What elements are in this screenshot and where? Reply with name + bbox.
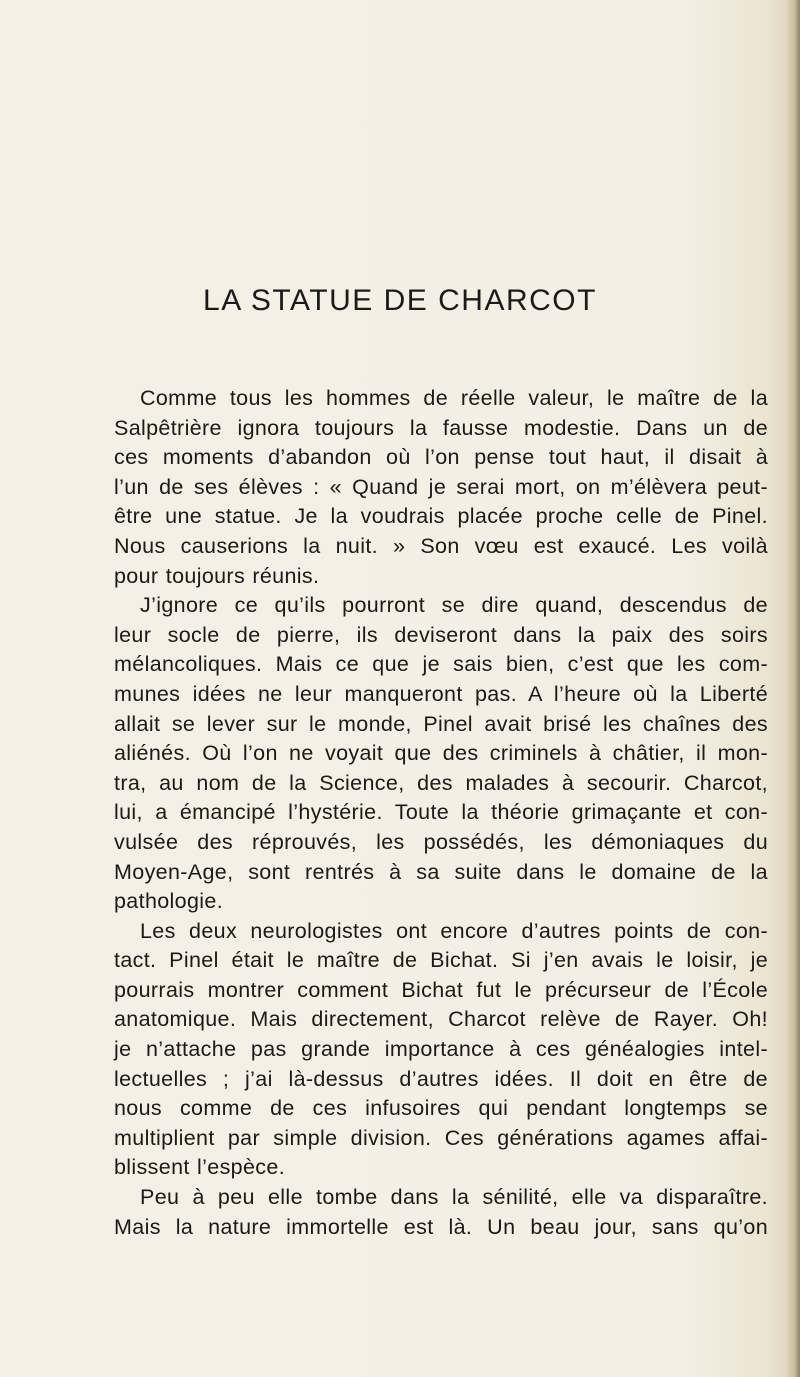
text-line: ces moments d’abandon où l’on pense tout haut, il disait à bbox=[114, 445, 768, 470]
text-line: Les deux neurologistes ont encore d’autres points de con- bbox=[140, 918, 768, 943]
text-line: Comme tous les hommes de réelle valeur, le maître de la bbox=[140, 386, 768, 410]
text-line: multiplient par simple division. Ces générations agames affai- bbox=[114, 1125, 768, 1150]
text-line: lui, a émancipé l’hystérie. Toute la théorie grimaçante et con- bbox=[114, 800, 768, 825]
page-edge bbox=[786, 0, 800, 1377]
text-line: blissent l’espèce. bbox=[114, 1155, 286, 1180]
page-title: LA STATUE DE CHARCOT bbox=[203, 284, 597, 317]
text-line: l’un de ses élèves : « Quand je serai mort, on m’élèvera peut- bbox=[114, 474, 768, 499]
text-line: allait se lever sur le monde, Pinel avait brisé les chaînes des bbox=[114, 711, 768, 736]
text-line: pourrais montrer comment Bichat fut le précurseur de l’École bbox=[114, 977, 768, 1002]
text-line: vulsée des réprouvés, les possédés, les démoniaques du bbox=[114, 829, 768, 854]
body-text bbox=[114, 384, 768, 1242]
text-line: J’ignore ce qu’ils pourront se dire quand, descendus de bbox=[140, 593, 768, 618]
text-line: anatomique. Mais directement, Charcot relève de Rayer. Oh! bbox=[114, 1007, 768, 1032]
text-line: Salpêtrière ignora toujours la fausse modestie. Dans un de bbox=[114, 415, 768, 440]
text-line: pour toujours réunis. bbox=[114, 563, 320, 588]
text-line: lectuelles ; j’ai là-dessus d’autres idées. Il doit en être de bbox=[114, 1066, 768, 1091]
text-line: tra, au nom de la Science, des malades à secourir. Charcot, bbox=[114, 770, 768, 795]
text-line: mélancoliques. Mais ce que je sais bien, c’est que les com- bbox=[114, 652, 768, 677]
text-line: nous comme de ces infusoires qui pendant longtemps se bbox=[114, 1096, 768, 1121]
text-line: être une statue. Je la voudrais placée proche celle de Pinel. bbox=[114, 504, 768, 529]
text-line: Mais la nature immortelle est là. Un beau jour, sans qu’on bbox=[114, 1214, 768, 1239]
text-line: pathologie. bbox=[114, 889, 224, 914]
text-line: Nous causerions la nuit. » Son vœu est exaucé. Les voilà bbox=[114, 533, 768, 558]
text-line: Peu à peu elle tombe dans la sénilité, elle va disparaître. bbox=[140, 1185, 768, 1210]
text-line: leur socle de pierre, ils deviseront dans la paix des soirs bbox=[114, 622, 768, 647]
text-line: Moyen-Age, sont rentrés à sa suite dans le domaine de la bbox=[114, 859, 768, 884]
text-line: aliénés. Où l’on ne voyait que des criminels à châtier, il mon- bbox=[114, 741, 768, 766]
text-line: tact. Pinel était le maître de Bichat. Si j’en avais le loisir, je bbox=[114, 948, 768, 973]
text-line: munes idées ne leur manqueront pas. A l’heure où la Liberté bbox=[114, 681, 768, 706]
text-line: je n’attache pas grande importance à ces généalogies intel- bbox=[114, 1037, 768, 1062]
